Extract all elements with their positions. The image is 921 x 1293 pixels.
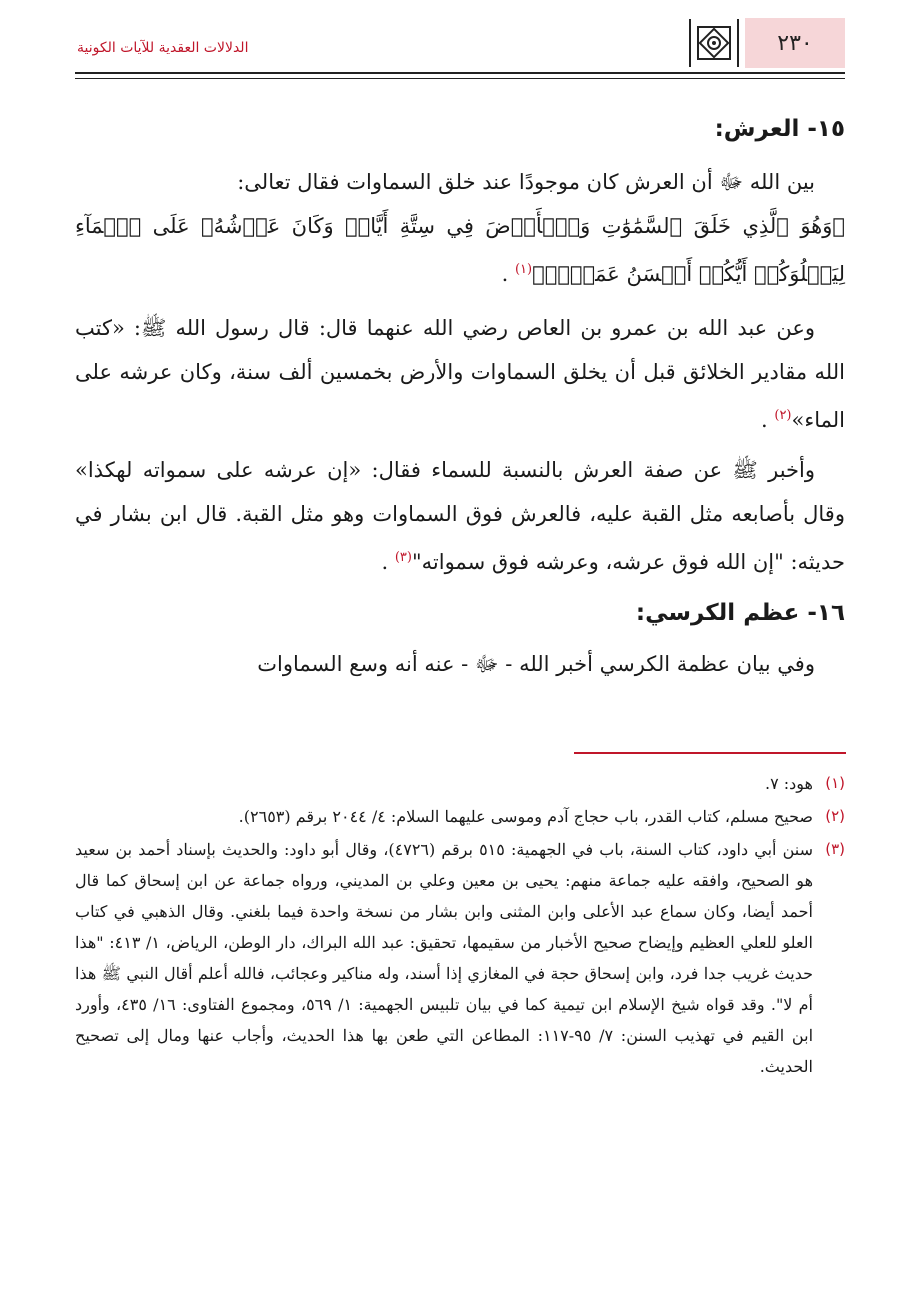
paragraph-text: وعن عبد الله بن عمرو بن العاص رضي الله عنهما قال: قال رسول الله ﷺ: «كتب الله مقادير الخلائق قبل أن يخلق السماوات والأرض بخمسين ألف سنة، وكان عرشه على الماء» bbox=[75, 316, 845, 432]
footnote-number: (١) bbox=[825, 774, 845, 792]
footnote-ref[interactable]: (٣) bbox=[394, 550, 412, 565]
paragraph bbox=[75, 642, 845, 686]
paragraph bbox=[75, 160, 845, 204]
footnote-separator bbox=[574, 752, 846, 754]
page-header bbox=[75, 18, 845, 70]
section-heading-throne: ١٥- العرش: bbox=[714, 116, 845, 142]
paragraph-text: وفي بيان عظمة الكرسي أخبر الله - ﷻ - عنه أنه وسع السماوات bbox=[257, 652, 815, 676]
section-heading-kursi: ١٦- عظم الكرسي: bbox=[635, 600, 845, 626]
footnote-number: (٣) bbox=[825, 840, 845, 858]
main-content bbox=[75, 110, 845, 686]
paragraph: وأخبر ﷺ عن صفة العرش بالنسبة للسماء فقال: «إن عرشه على سمواته لهكذا» وقال بأصابعه مثل القبة عليه، فالعرش فوق السماوات وهو مثل القبة. قال ابن بشار في حديثه: "إن الله فوق عرشه، وعرشه فوق سمواته"$^{(٣)}$ . bbox=[75, 458, 845, 574]
footnotes bbox=[75, 768, 845, 1084]
page-number: ٢٣٠ bbox=[745, 18, 845, 68]
footnote-ref[interactable]: (١) bbox=[514, 262, 533, 277]
footnote-text: سنن أبي داود، كتاب السنة، باب في الجهمية: ٥١٥ برقم (٤٧٢٦)، وقال أبو داود: والحديث بإسناد أحمد بن سعيد هو الصحيح، وافقه عليه جماعة منهم: يحيى بن معين وعلي بن المديني، ورواه جماعة عن ابن إسحاق كما قال أحمد أيضا، وكان سماع عبد الأعلى وابن المثنى وابن بشار من نسخة واحدة فيما بلغني. وقال الذهبي في كتاب العلو للعلي العظيم وإيضاح صحيح الأخبار من سقيمها، تحقيق: عبد الله البراك، دار الوطن، الرياض، ١/ ٤١٣: "هذا حديث غريب جدا فرد، وابن إسحاق حجة في المغازي إذا أسند، وله مناكير وعجائب، فالله أعلم أقال النبي ﷺ هذا أم لا". وقد قواه شيخ الإسلام ابن تيمية كما في بيان تلبيس الجهمية: ١/ ٥٦٩، ومجموع الفتاوى: ١٦/ ٤٣٥، وأورد ابن القيم في تهذيب السنن: ٧/ ٩٥-١١٧: المطاعن التي طعن بها هذا الحديث، وأجاب عنها ومال إلى تصحيح الحديث. bbox=[75, 840, 814, 1076]
footnote-item bbox=[75, 801, 845, 832]
book-title: الدلالات العقدية للآيات الكونية bbox=[77, 40, 249, 56]
paragraph-text: بين الله ﷻ أن العرش كان موجودًا عند خلق السماوات فقال تعالى: bbox=[237, 170, 815, 194]
quran-text: ﴿وَهُوَ ٱلَّذِي خَلَقَ ٱلسَّمَٰوَٰتِ وَٱلۡأَرۡضَ فِي سِتَّةِ أَيَّامٖ وَكَانَ عَرۡشُهُۥ عَلَى ٱلۡمَآءِ لِيَبۡلُوَكُمۡ أَيُّكُمۡ أَحۡسَنُ عَمَلٗاۗ﴾ bbox=[75, 214, 845, 286]
footnote-number: (٢) bbox=[825, 807, 845, 825]
paragraph: وعن عبد الله بن عمرو بن العاص رضي الله عنهما قال: قال رسول الله ﷺ: «كتب الله مقادير الخلائق قبل أن يخلق السماوات والأرض بخمسين ألف سنة، وكان عرشه على الماء»$^{(٢)}$ . bbox=[75, 316, 845, 432]
header-rule-thin bbox=[75, 78, 845, 79]
footnote-item bbox=[75, 768, 845, 799]
footnote-text: هود: ٧. bbox=[765, 774, 813, 793]
ornament-icon bbox=[689, 19, 739, 67]
footnote-ref[interactable]: (٢) bbox=[774, 408, 792, 423]
quran-verse: ﴿وَهُوَ ٱلَّذِي خَلَقَ ٱلسَّمَٰوَٰتِ وَٱلۡأَرۡضَ فِي سِتَّةِ أَيَّامٖ وَكَانَ عَرۡشُهُۥ عَلَى ٱلۡمَآءِ لِيَبۡلُوَكُمۡ أَيُّكُمۡ أَحۡسَنُ عَمَلٗاۗ﴾$^{(١)}$ . bbox=[75, 214, 845, 286]
paragraph-text: وأخبر ﷺ عن صفة العرش بالنسبة للسماء فقال: «إن عرشه على سمواته لهكذا» وقال بأصابعه مثل القبة عليه، فالعرش فوق السماوات وهو مثل القبة. قال ابن بشار في حديثه: "إن الله فوق عرشه، وعرشه فوق سمواته" bbox=[75, 458, 845, 574]
header-rule bbox=[75, 72, 845, 74]
footnote-text: صحيح مسلم، كتاب القدر، باب حجاج آدم وموسى عليهما السلام: ٤/ ٢٠٤٤ برقم (٢٦٥٣). bbox=[238, 807, 813, 826]
footnote-item bbox=[75, 834, 845, 1082]
